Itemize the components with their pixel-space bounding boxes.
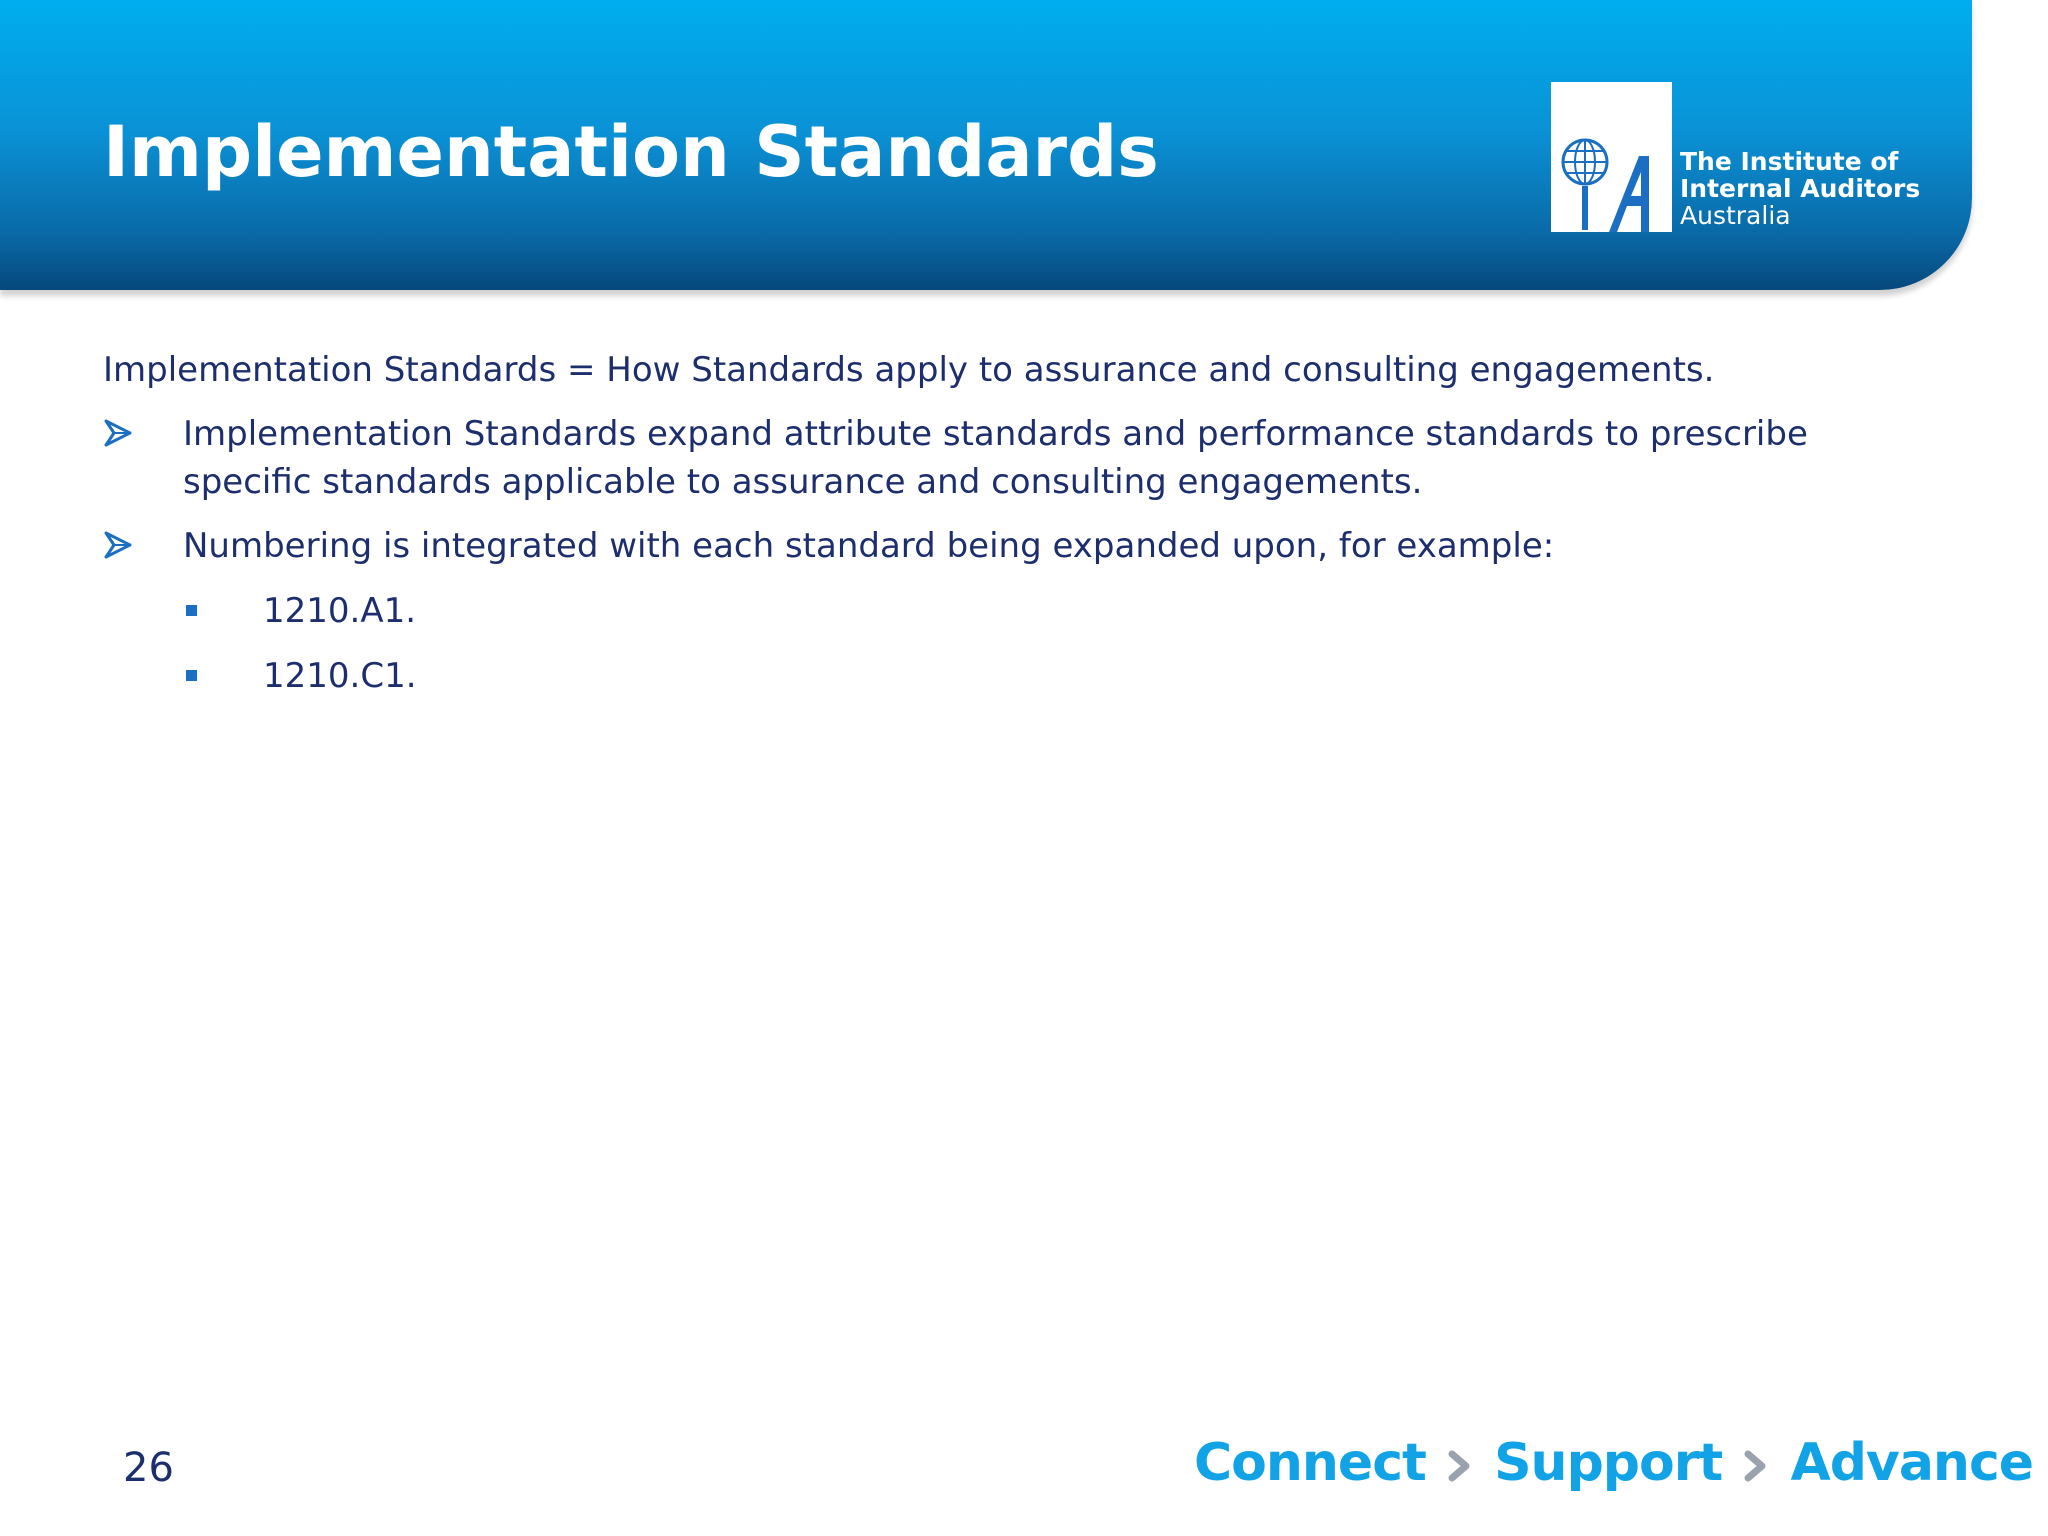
page-number: 26 [123, 1445, 174, 1491]
sub-bullet-text: 1210.C1. [263, 656, 417, 696]
bullet-text: Numbering is integrated with each standard being expanded upon, for example: [183, 526, 1555, 566]
tagline-word: Support [1494, 1433, 1723, 1493]
header-banner [0, 0, 1972, 290]
slide-title: Implementation Standards [103, 111, 1159, 193]
globe-icon [1551, 82, 1672, 232]
logo-line-1: The Institute of [1680, 147, 1899, 176]
intro-text: Implementation Standards = How Standards apply to assurance and consulting engagements. [103, 350, 1715, 390]
arrow-bullet-icon [103, 418, 133, 448]
logo-line-2: Internal Auditors [1680, 174, 1921, 203]
square-bullet-icon [186, 670, 197, 681]
bullet-item [103, 522, 1883, 570]
slide-body [103, 346, 1883, 700]
sub-bullet-item [103, 587, 1883, 635]
bullet-text: Implementation Standards expand attribute standards and performance standards to prescribe specific standards applicable to assurance and consulting engagements. [183, 414, 1808, 502]
bullet-item [103, 410, 1883, 506]
sub-bullet-text: 1210.A1. [263, 591, 417, 631]
arrow-bullet-icon [103, 530, 133, 560]
iia-logo [1551, 82, 1931, 232]
tagline [1194, 1428, 2033, 1498]
chevron-right-icon [1743, 1446, 1769, 1486]
logo-line-3: Australia [1680, 201, 1791, 230]
iia-logo-mark [1551, 82, 1672, 232]
tagline-word: Advance [1790, 1433, 2034, 1493]
sub-bullet-item [103, 652, 1883, 700]
iia-logo-text [1680, 148, 1920, 229]
tagline-word: Connect [1194, 1433, 1426, 1493]
chevron-right-icon [1447, 1446, 1473, 1486]
square-bullet-icon [186, 605, 197, 616]
